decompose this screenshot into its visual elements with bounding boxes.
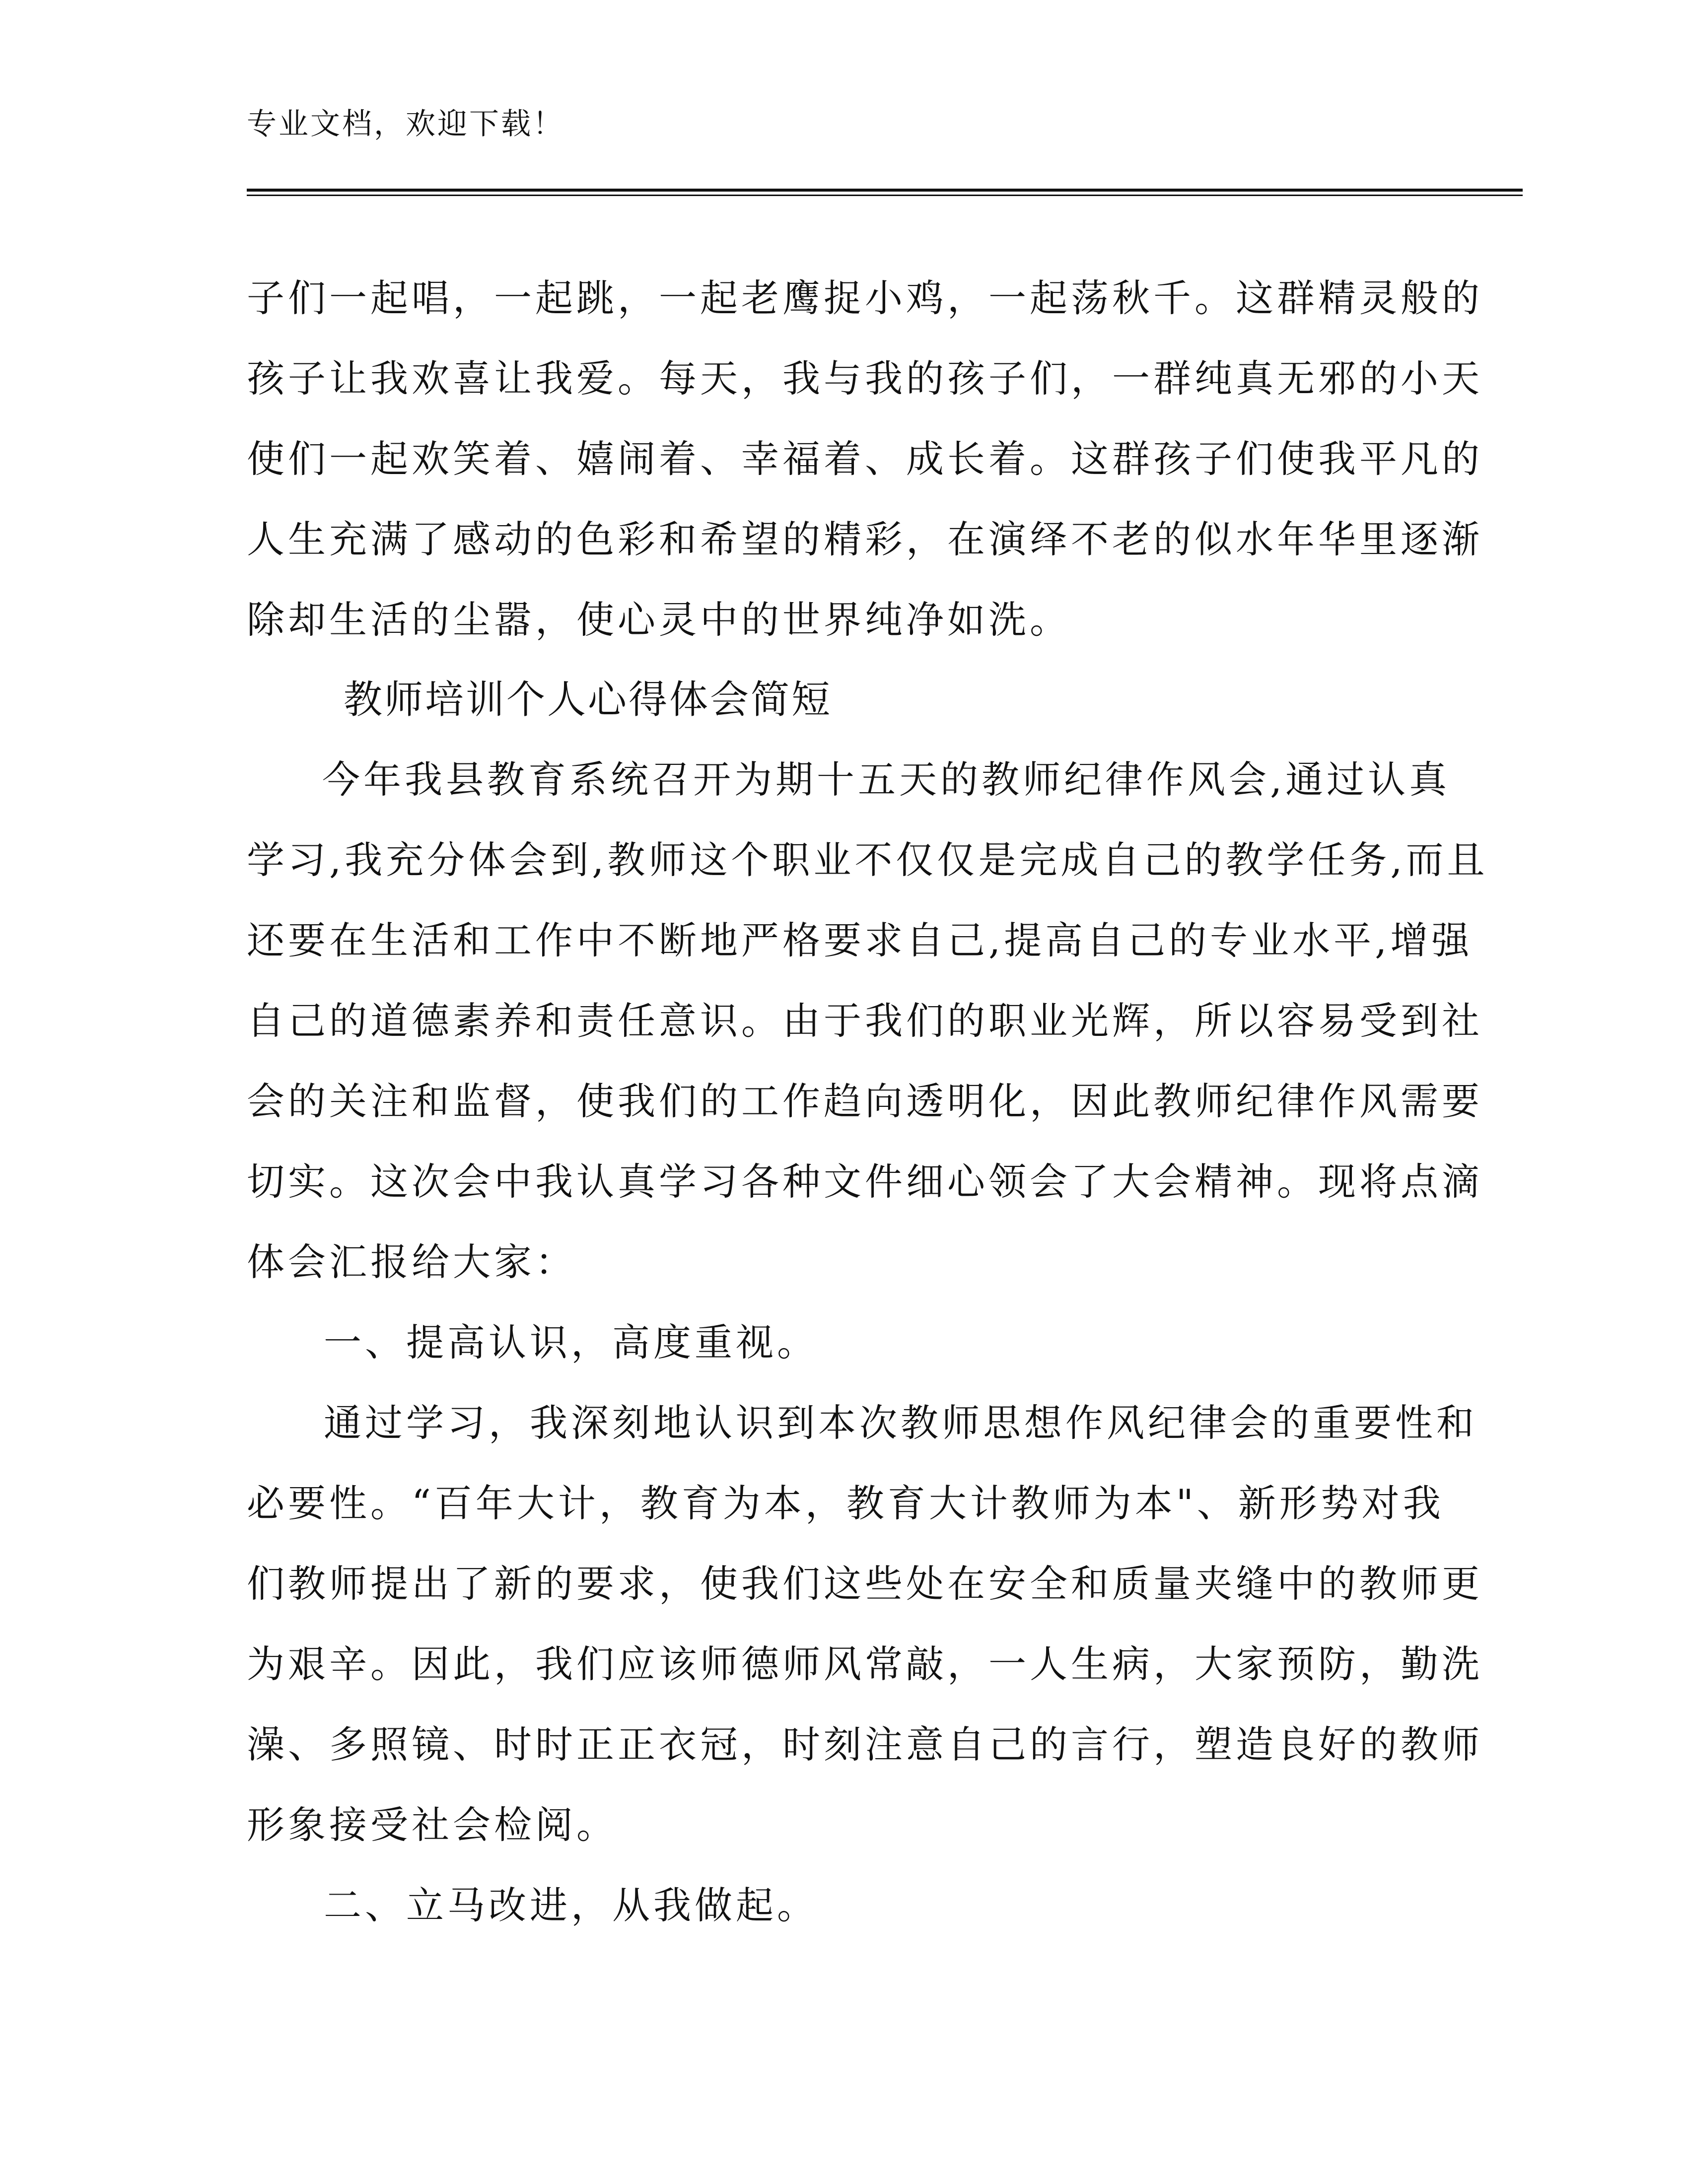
header-rule-thin: [247, 195, 1523, 196]
paragraph-line: 形象接受社会检阅。: [247, 1803, 618, 1847]
paragraph-line: 通过学习，我深刻地认识到本次教师思想作风纪律会的重要性和: [324, 1401, 1477, 1445]
paragraph-line: 学习,我充分体会到,教师这个职业不仅仅是完成自己的教学任务,而且: [247, 838, 1488, 882]
paragraph-line: 今年我县教育系统召开为期十五天的教师纪律作风会,通过认真: [322, 757, 1451, 802]
paragraph-line: 澡、多照镜、时时正正衣冠，时刻注意自己的言行，塑造良好的教师: [247, 1722, 1483, 1767]
subheading-one: 一、提高认识，高度重视。: [324, 1320, 818, 1365]
paragraph-line: 们教师提出了新的要求，使我们这些处在安全和质量夹缝中的教师更: [247, 1562, 1483, 1606]
paragraph-line: 使们一起欢笑着、嬉闹着、幸福着、成长着。这群孩子们使我平凡的: [247, 437, 1483, 481]
paragraph-line: 切实。这次会中我认真学习各种文件细心领会了大会精神。现将点滴: [247, 1160, 1483, 1204]
paragraph-line: 必要性。“百年大计，教育为本，教育大计教师为本"、新形势对我: [247, 1481, 1444, 1525]
paragraph-line: 子们一起唱，一起跳，一起老鹰捉小鸡，一起荡秋千。这群精灵般的: [247, 276, 1483, 320]
paragraph-line: 除却生活的尘嚣，使心灵中的世界纯净如洗。: [247, 598, 1071, 642]
paragraph-line: 还要在生活和工作中不断地严格要求自己,提高自己的专业水平,增强: [247, 918, 1473, 962]
section-title: 教师培训个人心得体会简短: [344, 678, 833, 722]
paragraph-line: 为艰辛。因此，我们应该师德师风常敲，一人生病，大家预防，勤洗: [247, 1642, 1483, 1686]
subheading-two: 二、立马改进，从我做起。: [324, 1883, 818, 1927]
page-header: 专业文档，欢迎下载！: [247, 107, 564, 141]
paragraph-line: 人生充满了感动的色彩和希望的精彩，在演绎不老的似水年华里逐渐: [247, 517, 1483, 561]
paragraph-line: 自己的道德素养和责任意识。由于我们的职业光辉，所以容易受到社: [247, 999, 1483, 1043]
header-rule-thick: [247, 189, 1523, 192]
paragraph-line: 会的关注和监督，使我们的工作趋向透明化，因此教师纪律作风需要: [247, 1079, 1483, 1123]
paragraph-line: 孩子让我欢喜让我爱。每天，我与我的孩子们，一群纯真无邪的小天: [247, 356, 1483, 401]
document-body: [247, 258, 1488, 1946]
paragraph-line: 体会汇报给大家：: [247, 1240, 576, 1284]
